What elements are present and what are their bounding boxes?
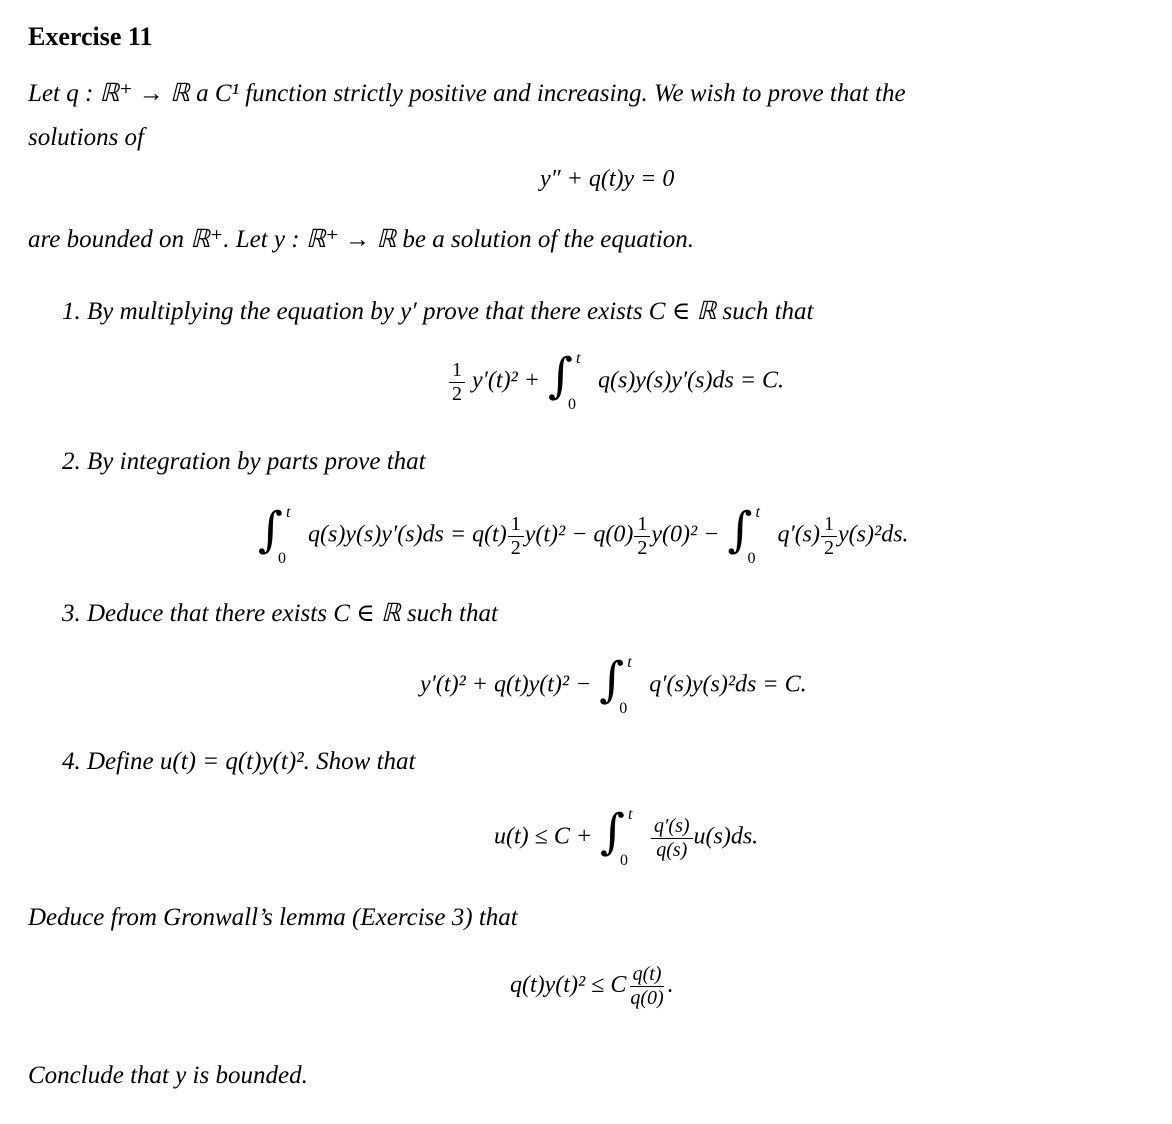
- exercise-title: Exercise 11: [28, 22, 153, 51]
- intro-line-2: solutions of: [28, 124, 144, 151]
- item-3-label: 3. Deduce that there exists C ∈ ℝ such that: [62, 600, 498, 627]
- half-fraction: $\frac{1}{2}$: [508, 514, 524, 559]
- conclusion-text: Conclude that y is bounded.: [28, 1062, 308, 1089]
- item-2-formula: ∫ t 0 q(s)y(s)y′(s)ds = q(t) $\frac{1}{2}$ y(t)² − q(0) $\frac{1}{2}$ y(0)² − ∫ t 0 q′(s) $\frac{1}{2}$ y(s)²ds.: [258, 502, 909, 567]
- q-ratio-fraction: $\frac{q'(s)}{q(s)}$: [651, 816, 692, 861]
- q-ratio-fraction: $\frac{q(t)}{q(0)}$: [630, 963, 664, 1009]
- half-fraction: $\frac{1}{2}$: [821, 514, 837, 559]
- item-1-formula: $\frac{1}{2}$ y′(t)² + ∫ t 0 q(s)y(s)y′(s)ds = C.: [448, 352, 784, 412]
- item-2-label: 2. By integration by parts prove that: [62, 448, 426, 475]
- item-4-formula: u(t) ≤ C + ∫ t 0 $\frac{q'(s)}{q(s)}$ u(s)ds.: [494, 804, 759, 869]
- integral-sign: ∫ t 0: [727, 502, 760, 567]
- half-fraction: $\frac{1}{2}$: [449, 360, 465, 405]
- integral-sign: ∫ t 0: [600, 804, 633, 869]
- main-equation: y″ + q(t)y = 0: [540, 166, 675, 192]
- item-3-formula: y′(t)² + q(t)y(t)² − ∫ t 0 q′(s)y(s)²ds = C.: [420, 652, 807, 717]
- integral-sign: ∫ t 0: [547, 348, 581, 413]
- item-4-label: 4. Define u(t) = q(t)y(t)². Show that: [62, 748, 416, 775]
- intro-line-1: Let q : ℝ⁺ → ℝ a C¹ function strictly positive and increasing. We wish to prove that the: [28, 80, 906, 107]
- intro-line-3: are bounded on ℝ⁺. Let y : ℝ⁺ → ℝ be a solution of the equation.: [28, 226, 695, 253]
- integral-sign: ∫ t 0: [599, 652, 632, 717]
- gronwall-text: Deduce from Gronwall’s lemma (Exercise 3) that: [28, 904, 518, 931]
- item-1-label: 1. By multiplying the equation by y′ prove that there exists C ∈ ℝ such that: [62, 298, 814, 325]
- integral-sign: ∫ t 0: [258, 502, 291, 567]
- half-fraction: $\frac{1}{2}$: [634, 514, 650, 559]
- gronwall-formula: q(t)y(t)² ≤ C $\frac{q(t)}{q(0)}$ .: [510, 963, 674, 1009]
